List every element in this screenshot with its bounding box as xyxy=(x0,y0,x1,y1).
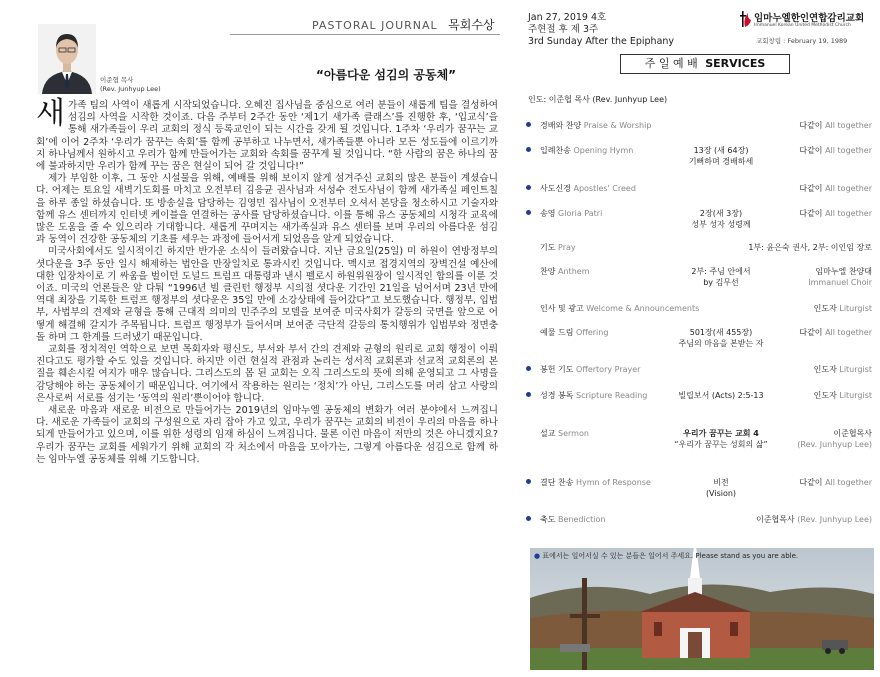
church-photo xyxy=(530,548,874,670)
order-item-ko: 예물 드림 xyxy=(540,328,574,337)
order-item-leader-ko: 1부: 윤은숙 권사, 2부: 이인임 장로 xyxy=(748,243,872,252)
order-item-leader xyxy=(797,428,872,450)
order-item-leader-ko: 다같이 xyxy=(799,209,823,218)
order-item-en: Offering xyxy=(576,328,609,337)
order-item-leader-ko: 임마누엘 찬양대 xyxy=(815,267,872,276)
order-item-ko: 송영 xyxy=(540,209,556,218)
order-item-leader-ko: 인도자 xyxy=(813,391,837,400)
order-item-leader-ko: 다같이 xyxy=(799,184,823,193)
order-item-leader xyxy=(814,364,872,375)
order-item-leader xyxy=(748,242,872,253)
order-item-detail-1: 501장(새 455장) xyxy=(689,328,753,337)
order-item-ko: 경배와 찬양 xyxy=(540,121,582,130)
order-item-detail-1: 빌립보서 (Acts) 2:5-13 xyxy=(678,391,764,400)
order-item-name xyxy=(540,327,608,338)
order-item-leader-en: (Rev. Junhyup Lee) xyxy=(797,515,872,524)
bullet-icon xyxy=(526,392,531,397)
order-item-name xyxy=(540,390,647,401)
order-item-ko: 찬양 xyxy=(540,267,556,276)
order-item-ko: 봉헌 기도 xyxy=(540,365,574,374)
order-item-leader xyxy=(808,266,872,288)
order-item-leader xyxy=(814,390,872,401)
order-item-name xyxy=(540,428,589,439)
order-item-name xyxy=(540,208,602,219)
bulletin-week-en: 3rd Sunday After the Epiphany xyxy=(528,36,675,47)
order-item-detail xyxy=(646,390,796,401)
order-item-en: Anthem xyxy=(558,267,590,276)
order-item-leader-en: Immanuel Choir xyxy=(808,278,872,287)
cross-flame-icon xyxy=(740,9,752,33)
order-item-detail xyxy=(646,327,796,349)
order-item-detail-2: 성부 성자 성령께 xyxy=(691,220,751,229)
bulletin-page xyxy=(520,0,880,677)
order-item-en: Welcome & Announcements xyxy=(586,304,700,313)
order-item-en: Hymn of Response xyxy=(576,478,651,487)
order-item-leader-en: (Rev. Junhyup Lee) xyxy=(797,440,872,449)
order-item-detail xyxy=(646,428,796,450)
author-caption xyxy=(100,76,161,94)
order-item-name xyxy=(540,364,640,375)
author-photo xyxy=(38,24,96,94)
order-item-leader xyxy=(799,208,872,219)
order-item-detail-1: 2장(새 3장) xyxy=(699,209,743,218)
article-paragraph-4: 교회를 정치적인 역학으로 보면 목회자와 평신도, 부서와 부서 간의 견제와 균형의 원리로 교회 행정이 이뤄진다고도 평가할 수도 있을 것입니다. 하지만 이런 현실적 관점과 논리는 성서적 교회론과 선교적 교회론의 본질을 훼손시킬 여지가 매우 많습니다. 그리스도의 몸 된 교회는 오직 그리스도의 뜻에 의해 운영되고 그 사명을 감당해야 하는 공동체이기 때문입니다. 여기에서 작용하는 원리는 ‘정치’가 아닌, 그리스도를 머리 삼고 사랑의 은사로써 서로를 섬기는 ‘동역의 원리’뿐이어야 합니다. xyxy=(36,344,498,404)
bullet-icon xyxy=(526,122,531,127)
order-item-name xyxy=(540,477,651,488)
order-item-en: Benediction xyxy=(558,515,606,524)
order-item-leader-ko: 인도자 xyxy=(813,304,837,313)
order-item-detail-2: (Vision) xyxy=(705,489,737,498)
order-item-leader-ko: 다같이 xyxy=(799,146,823,155)
stand-text: 표에서는 일어서실 수 있는 분들은 일어서 주세요. Please stand as you are able. xyxy=(542,552,799,560)
bulletin-date-block xyxy=(528,12,674,48)
order-item-detail-1: 13장 (새 64장) xyxy=(693,146,749,155)
author-name-en: (Rev. Junhyup Lee) xyxy=(100,85,161,93)
order-item-en: Opening Hymn xyxy=(573,146,634,155)
order-item-ko: 설교 xyxy=(540,429,556,438)
order-item-leader xyxy=(799,120,872,131)
order-item-leader-ko: 이준협목사 xyxy=(833,429,872,438)
journal-header xyxy=(312,16,495,33)
order-item-detail-2: “우리가 꿈꾸는 성회의 삶” xyxy=(674,440,768,449)
order-item-name xyxy=(540,266,589,277)
header-divider xyxy=(230,34,500,35)
order-item-leader xyxy=(799,327,872,338)
bullet-icon xyxy=(526,366,531,371)
service-leader: 인도: 이준협 목사 (Rev. Junhyup Lee) xyxy=(528,95,668,104)
order-item-leader-en: Liturgist xyxy=(839,365,872,374)
order-item-leader-en: Liturgist xyxy=(839,304,872,313)
church-name-ko: 임마누엘한인연합감리교회 xyxy=(754,13,865,24)
order-item-ko: 성경 봉독 xyxy=(540,391,574,400)
order-item-name xyxy=(540,303,699,314)
order-item-leader-ko: 다같이 xyxy=(799,478,823,487)
bullet-icon xyxy=(526,479,531,484)
church-founded: 교회창립 : February 19, 1989 xyxy=(756,37,848,45)
order-item-ko: 인사 및 광고 xyxy=(540,304,584,313)
article-paragraph-1: 새가족 팀의 사역이 새롭게 시작되었습니다. 오혜진 집사님을 중심으로 여러 분들이 새롭게 팀을 결성하여 섬김의 사역을 시작한 것이죠. 다음 주부터 2주간 동안 ‘제1기 새가족 클래스’를 진행한 후, ‘입교식’을 통해 새가족들이 우리 교회의 정식 등록교인이 되는 시간을 갖게 될 것입니다. 1주차 ‘우리가 꿈꾸는 교회’에 이어 2주차 ‘우리가 꿈꾸는 속회’를 함께 공부하고 나누면서, 새가족들뿐 아니라 모든 성도들에 이르기까지 하나님께서 원하시고 우리가 함께 만들어가는 교회와 속회를 꿈꾸게 될 것입니다. “한 사람의 꿈은 하나의 꿈에 불과하지만 우리가 함께 꾸는 꿈은 현실이 되어 갈 것입니다!” xyxy=(36,96,498,173)
order-item-name xyxy=(540,242,576,253)
order-item-leader xyxy=(799,477,872,488)
order-item-leader-en: All together xyxy=(825,478,872,487)
church-name-en: Immanuel Korean United Methodist Church xyxy=(754,23,851,28)
order-item-leader-en: All together xyxy=(825,328,872,337)
services-title-en: SERVICES xyxy=(705,57,766,70)
order-item-en: Offertory Prayer xyxy=(576,365,641,374)
order-item-leader-ko: 이준협목사 xyxy=(756,515,795,524)
order-item-en: Pray xyxy=(558,243,576,252)
order-item-name xyxy=(540,514,605,525)
bullet-icon xyxy=(526,185,531,190)
article-paragraph-3: 미국사회에서도 일시적이긴 하지만 반가운 소식이 들려왔습니다. 지난 금요일(25일) 미 하원이 연방정부의 셧다운을 3주 동안 일시 해제하는 법안을 만장일치로 통과시킨 것입니다. 멕시코 접경지역의 장벽건설 예산에 대한 입장차이로 기 싸움을 벌이던 도널드 트럼프 대통령과 낸시 펠로시 하원위원장이 일시적인 합의를 이룬 것이죠. 미국의 언론들은 앞 다퉈 “1996년 빌 클린턴 행정부 시의절 셧다운 기간인 21일을 넘어서며 23년 만에 역대 최장을 기록한 트럼프 행정부의 셧다운은 35일 만에 소강상태에 들어갔다”고 보도했습니다. 행정부, 입법부, 사법부의 견제와 균형을 통해 근대적 의미의 민주주의 모델을 보여준 미국사회가 갈등의 국면을 앞으로 어떻게 해결해 갈지가 주목됩니다. 트럼프 행정부가 들어서며 보여준 극단적 갈등의 통치행위가 입법부와 정면충돌 하며 그 한계를 드러냈기 때문입니다. xyxy=(36,246,498,343)
order-item-leader-en: Liturgist xyxy=(839,391,872,400)
order-item-ko: 결단 찬송 xyxy=(540,478,574,487)
order-item-leader xyxy=(814,303,872,314)
order-item-detail-2: 주님의 마음을 본받는 자 xyxy=(678,339,764,348)
order-item-en: Sermon xyxy=(558,429,589,438)
bullet-icon xyxy=(526,210,531,215)
bulletin-week-ko: 주현절 후 제 3주 xyxy=(528,24,599,35)
order-item-leader xyxy=(799,145,872,156)
article-body xyxy=(36,96,498,466)
order-item-detail xyxy=(646,477,796,499)
order-item-ko: 입례찬송 xyxy=(540,146,571,155)
dropcap: 새 xyxy=(36,96,65,131)
journal-label-en: PASTORAL JOURNAL xyxy=(312,19,438,32)
order-item-detail xyxy=(646,145,796,167)
order-item-detail xyxy=(646,266,796,288)
order-item-ko: 사도신경 xyxy=(540,184,571,193)
article-paragraph-5: 새로운 마음과 새로운 비전으로 만들어가는 2019년의 임마누엘 공동체의 변화가 여러 분야에서 느껴집니다. 새로운 가족들이 교회의 구성원으로 자리 잡아 가고 있고, 우리가 꿈꾸는 교회의 비전이 우리의 마음을 하나 되게 만들어가고 있으며, 이를 위한 성령의 임재 하심이 느껴집니다. 물론 이런 마음이 저만의 것은 아니겠지요? 우리가 꿈꾸는 교회를 세워가기 위해 교회의 각 처소에서 마음을 모아가는, 그렇게 아름다운 섬김으로 함께 하는 임마누엘 공동체를 위해 기도합니다. xyxy=(36,405,498,465)
order-item-leader-ko: 인도자 xyxy=(813,365,837,374)
order-item-leader-en: All together xyxy=(825,121,872,130)
order-item-name xyxy=(540,145,633,156)
order-item-leader xyxy=(799,183,872,194)
order-item-leader-en: All together xyxy=(825,184,872,193)
order-item-leader-en: All together xyxy=(825,146,872,155)
order-item-name xyxy=(540,183,636,194)
order-item-ko: 기도 xyxy=(540,243,556,252)
order-item-name xyxy=(540,120,651,131)
article-paragraph-2: 제가 부임한 이후, 그 동안 시설물을 위해, 예배를 위해 보이지 않게 섬겨주신 교회의 많은 분들이 계셨습니다. 어제는 토요일 새벽기도회를 마치고 오전부터 김응균 권사님과 서성수 전도사님이 함께 새가족실 페인트칠을 하루 종일 하셨습니다. 또 방송실을 담당하는 김영민 집사님이 오전부터 오셔서 본당을 청소하시고 기술자와 함께 유스 센터까지 인터넷 케이블을 연결하는 공사를 담당하셨습니다. 이를 통해 유스 공동체의 시청각 교육에 많은 도움을 줄 수 있으리라 기대합니다. 새롭게 꾸며지는 새가족실과 유스 센터를 보며 우리의 아름다운 섬김과 동역이 건강한 공동체의 기초를 세우는 과정에 들어서게 되었음을 알게 되었습니다. xyxy=(36,173,498,246)
stand-icon: ● xyxy=(534,552,541,560)
order-item-detail-1: 2부: 주님 안에서 xyxy=(691,267,751,276)
author-name-ko: 이준협 목사 xyxy=(100,76,134,84)
article-title: “아름다운 섬김의 공동체” xyxy=(316,68,457,82)
order-item-detail-2: by 김무선 xyxy=(703,278,739,287)
order-item-ko: 축도 xyxy=(540,515,556,524)
order-item-leader-en: All together xyxy=(825,209,872,218)
order-item-leader-ko: 다같이 xyxy=(799,328,823,337)
bullet-icon xyxy=(526,147,531,152)
order-item-detail-2: 기뻐하며 경배하세 xyxy=(688,157,754,166)
order-item-leader xyxy=(756,514,872,525)
services-title xyxy=(620,54,790,74)
order-item-en: Gloria Patri xyxy=(558,209,603,218)
bulletin-date: Jan 27, 2019 4호 xyxy=(528,12,607,23)
stand-note xyxy=(534,551,798,561)
order-item-leader-ko: 다같이 xyxy=(799,121,823,130)
journal-label-ko: 목회수상 xyxy=(448,18,495,32)
order-item-en: Scripture Reading xyxy=(576,391,648,400)
order-item-detail-1: 비전 xyxy=(713,478,729,487)
order-item-en: Praise & Worship xyxy=(583,121,652,130)
order-item-detail xyxy=(646,208,796,230)
order-item-detail-1: 우리가 꿈꾸는 교회 4 xyxy=(683,429,759,438)
services-title-ko: 주 일 예 배 xyxy=(644,57,698,70)
order-item-en: Apostles' Creed xyxy=(573,184,636,193)
bullet-icon xyxy=(526,516,531,521)
